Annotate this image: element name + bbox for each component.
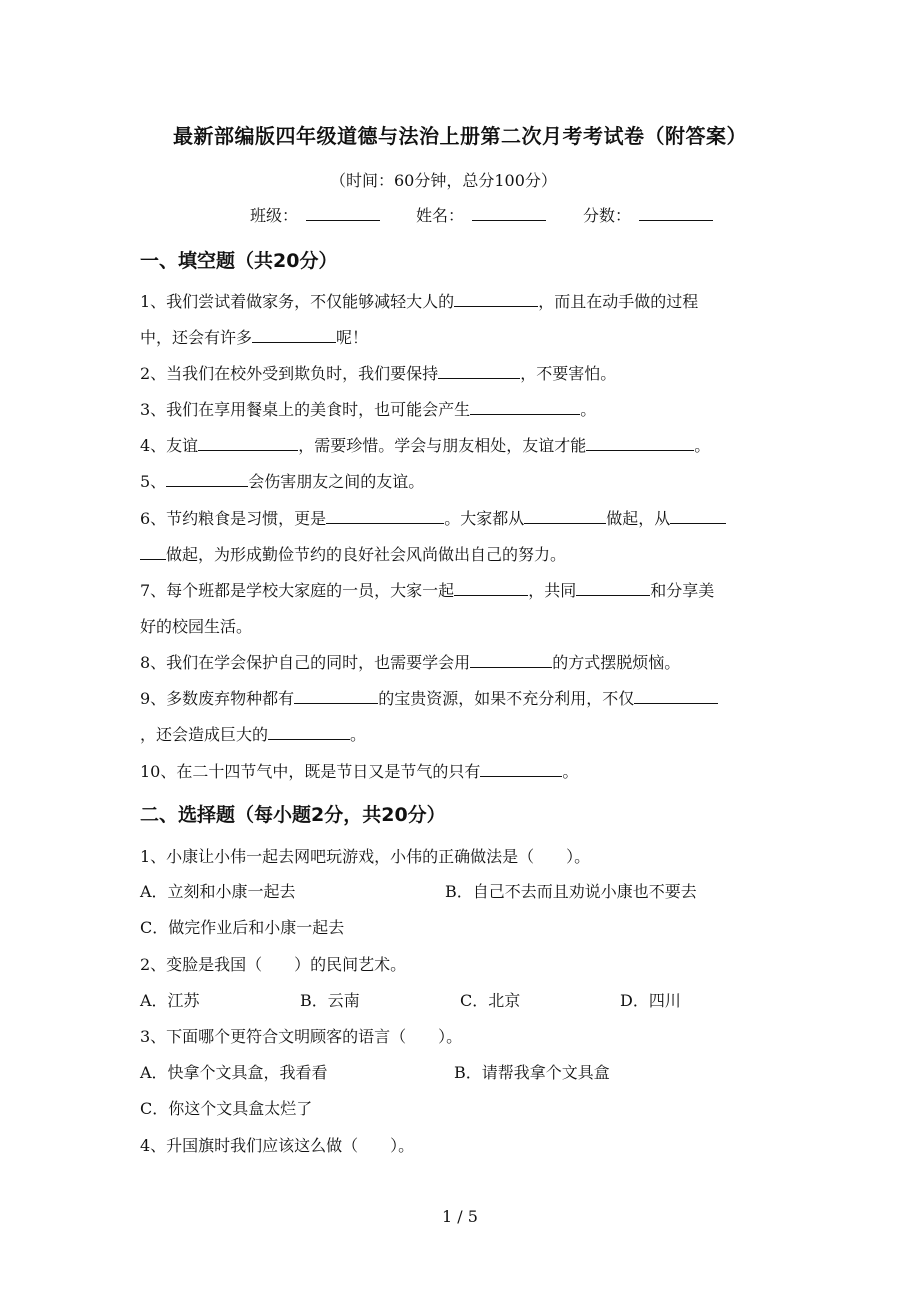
score-field [583, 203, 713, 226]
question-9-line-2: ，还会造成巨大的 。 [140, 725, 367, 744]
answer-blank[interactable] [326, 509, 444, 524]
mc-q1-option-c[interactable]: C．做完作业后和小康一起去 [140, 918, 345, 937]
answer-blank[interactable] [576, 581, 650, 596]
answer-blank[interactable] [268, 725, 350, 740]
question-7-line-1: 7、每个班都是学校大家庭的一员，大家一起 ，共同 和分享美 [140, 581, 715, 600]
mc-q1-option-b[interactable]: B．自己不去而且劝说小康也不要去 [445, 882, 697, 901]
answer-blank[interactable] [670, 509, 726, 524]
answer-blank[interactable] [454, 581, 528, 596]
section-heading-multiple-choice: 二、选择题（每小题2分，共20分） [140, 804, 446, 826]
answer-blank[interactable] [252, 328, 336, 343]
exam-subtitle: （时间：60分钟，总分100分） [330, 171, 557, 190]
question-6-line-2: 做起，为形成勤俭节约的良好社会风尚做出自己的努力。 [140, 542, 566, 565]
mc-q2-option-a[interactable]: A．江苏 [140, 991, 200, 1010]
answer-blank[interactable] [438, 364, 520, 379]
answer-blank[interactable] [294, 689, 378, 704]
class-field [250, 203, 380, 226]
answer-blank[interactable] [140, 545, 166, 560]
answer-blank[interactable] [586, 436, 694, 451]
class-blank[interactable] [306, 206, 380, 221]
question-4: 4、友谊 ，需要珍惜。学会与朋友相处，友谊才能 。 [140, 436, 711, 455]
name-blank[interactable] [472, 206, 546, 221]
question-2: 2、当我们在校外受到欺负时，我们要保持 ，不要害怕。 [140, 364, 617, 383]
answer-blank[interactable] [480, 762, 562, 777]
question-6-line-1: 6、节约粮食是习惯，更是 。大家都从 做起，从 [140, 506, 726, 529]
answer-blank[interactable] [166, 472, 248, 487]
mc-q2-option-d[interactable]: D．四川 [620, 991, 681, 1010]
mc-q3-option-b[interactable]: B．请帮我拿个文具盒 [454, 1063, 610, 1082]
question-9-line-1: 9、多数废弃物种都有 的宝贵资源，如果不充分利用，不仅 [140, 686, 718, 709]
mc-q3-option-a[interactable]: A．快拿个文具盒，我看看 [140, 1063, 328, 1082]
question-8: 8、我们在学会保护自己的同时，也需要学会用 的方式摆脱烦恼。 [140, 653, 681, 672]
exam-title: 最新部编版四年级道德与法治上册第二次月考考试卷（附答案） [173, 124, 747, 148]
mc-q2-option-c[interactable]: C．北京 [460, 991, 521, 1010]
name-label: 姓名： [416, 206, 465, 225]
question-5: 5、 会伤害朋友之间的友谊。 [140, 472, 425, 491]
page-number: 1 / 5 [442, 1207, 478, 1226]
mc-q3-option-c[interactable]: C．你这个文具盒太烂了 [140, 1099, 313, 1118]
answer-blank[interactable] [470, 400, 580, 415]
name-field [416, 203, 546, 226]
mc-question-3: 3、下面哪个更符合文明顾客的语言（ ）。 [140, 1027, 463, 1046]
question-1-line-2: 中，还会有许多 呢！ [140, 328, 369, 347]
score-label: 分数： [583, 206, 632, 225]
question-3: 3、我们在享用餐桌上的美食时，也可能会产生 。 [140, 400, 597, 419]
mc-q1-option-a[interactable]: A．立刻和小康一起去 [140, 882, 296, 901]
question-7-line-2: 好的校园生活。 [140, 617, 253, 636]
mc-question-2: 2、变脸是我国（ ）的民间艺术。 [140, 955, 407, 974]
answer-blank[interactable] [524, 509, 606, 524]
mc-q2-option-b[interactable]: B．云南 [300, 991, 360, 1010]
mc-question-1: 1、小康让小伟一起去网吧玩游戏，小伟的正确做法是（ ）。 [140, 847, 591, 866]
mc-question-4: 4、升国旗时我们应该这么做（ ）。 [140, 1136, 415, 1155]
question-1-line-1: 1、我们尝试着做家务，不仅能够减轻大人的 ，而且在动手做的过程 [140, 292, 699, 311]
class-label: 班级： [250, 206, 299, 225]
answer-blank[interactable] [470, 653, 552, 668]
answer-blank[interactable] [634, 689, 718, 704]
answer-blank[interactable] [198, 436, 298, 451]
question-10: 10、在二十四节气中，既是节日又是节气的只有 。 [140, 762, 579, 781]
score-blank[interactable] [639, 206, 713, 221]
answer-blank[interactable] [454, 292, 538, 307]
section-heading-fill-in: 一、填空题（共20分） [140, 250, 338, 272]
